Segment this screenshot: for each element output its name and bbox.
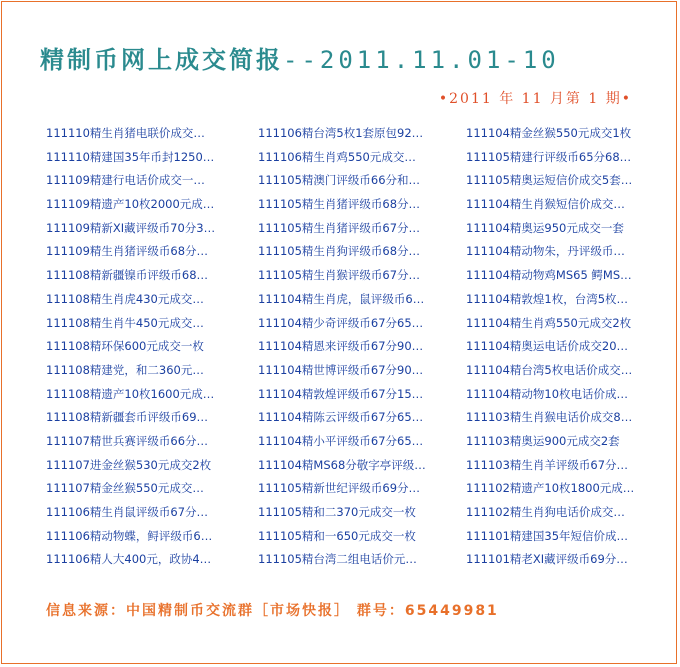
trade-item-link[interactable]: 111103精生肖羊评级币67分…	[466, 457, 629, 472]
trade-item-link[interactable]: 111105精建行评级币65分68…	[466, 149, 632, 164]
trade-item-link[interactable]: 111101精建国35年短信价成…	[466, 528, 629, 543]
trade-item-link[interactable]: 111109精生肖猪评级币68分…	[46, 244, 209, 259]
trade-item-link[interactable]: 111105精奥运短信价成交5套…	[466, 173, 633, 188]
trade-column-3	[466, 122, 634, 572]
trade-item-link[interactable]: 111103精奥运900元成交2套	[466, 433, 620, 448]
trade-item-link[interactable]: 111105精澳门评级币66分和…	[258, 173, 421, 188]
trade-item-link[interactable]: 111104精陈云评级币67分65…	[258, 410, 424, 425]
trade-item-link[interactable]: 111110精生肖猪电联价成交…	[46, 126, 205, 140]
trade-item-link[interactable]: 111104精敦煌评级币67分15…	[258, 386, 424, 401]
trade-item-link[interactable]: 111108精建党，和二360元…	[46, 362, 204, 377]
trade-item-link[interactable]: 111102精遗产10枚1800元成…	[466, 481, 635, 496]
title-text: 精制币网上成交简报	[40, 46, 283, 74]
source-footer: 信息来源：中国精制币交流群［市场快报］ 群号：65449981	[46, 603, 499, 619]
trade-item-link[interactable]: 111106精生肖鼠评级币67分…	[46, 505, 209, 519]
trade-item-link[interactable]: 111101精老XI藏评级币69分…	[466, 552, 628, 567]
trade-item-link[interactable]: 111104精金丝猴550元成交1枚	[466, 126, 632, 140]
trade-item-link[interactable]: 111104精动物朱，丹评级币…	[466, 244, 625, 259]
trade-item-link[interactable]: 111104精生肖猴短信价成交…	[466, 197, 625, 212]
trade-item-link[interactable]: 111108精生肖虎430元成交…	[46, 291, 204, 306]
trade-item-link[interactable]: 111105精生肖狗评级币68分…	[258, 244, 421, 259]
trade-item-link[interactable]: 111104精奥运950元成交一套	[466, 220, 624, 235]
trade-item-link[interactable]: 111107精世兵赛评级币66分…	[46, 433, 209, 448]
bulletin-frame	[1, 1, 677, 664]
title-date-range: --2011.11.01-10	[283, 46, 560, 74]
trade-item-link[interactable]: 111107进金丝猴530元成交2枚	[46, 457, 212, 472]
trade-item-link[interactable]: 111103精生肖猴电话价成交8…	[466, 410, 633, 425]
trade-list	[46, 122, 646, 582]
trade-item-link[interactable]: 111104精小平评级币67分65…	[258, 433, 424, 448]
trade-item-link[interactable]: 111105精生肖猴评级币67分…	[258, 268, 421, 283]
trade-item-link[interactable]: 111108精遗产10枚1600元成…	[46, 386, 215, 401]
trade-item-link[interactable]: 111105精和二370元成交一枚	[258, 505, 416, 519]
trade-item-link[interactable]: 111105精台湾二组电话价元…	[258, 552, 417, 567]
trade-item-link[interactable]: 111105精和一650元成交一枚	[258, 528, 416, 543]
trade-item-link[interactable]: 111104精MS68分敬字亭评级…	[258, 457, 426, 472]
trade-column-1	[46, 122, 215, 572]
trade-item-link[interactable]: 111104精少奇评级币67分65…	[258, 315, 424, 330]
trade-item-link[interactable]: 111104精恩来评级币67分90…	[258, 339, 424, 354]
trade-item-link[interactable]: 111108精新疆套币评级币69…	[46, 410, 209, 425]
trade-item-link[interactable]: 111106精人大400元，政协4…	[46, 552, 212, 567]
trade-column-2	[258, 122, 426, 572]
trade-item-link[interactable]: 111104精奥运电话价成交20…	[466, 339, 629, 354]
trade-item-link[interactable]: 111108精生肖牛450元成交…	[46, 315, 204, 330]
trade-item-link[interactable]: 111108精环保600元成交一枚	[46, 339, 204, 354]
trade-item-link[interactable]: 111105精新世纪评级币69分…	[258, 481, 421, 496]
issue-label: •2011 年 11 月第 1 期•	[438, 91, 632, 107]
trade-item-link[interactable]: 111102精生肖狗电话价成交…	[466, 505, 625, 519]
trade-item-link[interactable]: 111104精生肖虎，鼠评级币6…	[258, 291, 425, 306]
trade-item-link[interactable]: 111104精动物10枚电话价成…	[466, 386, 629, 401]
trade-item-link[interactable]: 111104精动物鸡MS65 鳄MS…	[466, 268, 632, 283]
trade-item-link[interactable]: 111105精生肖猪评级币67分…	[258, 220, 421, 235]
trade-item-link[interactable]: 111106精台湾5枚1套原包92…	[258, 126, 424, 140]
trade-item-link[interactable]: 111109精遗产10枚2000元成…	[46, 197, 215, 212]
trade-item-link[interactable]: 111109精新XI藏评级币70分3…	[46, 220, 216, 235]
trade-item-link[interactable]: 111104精台湾5枚电话价成交…	[466, 362, 633, 377]
trade-item-link[interactable]: 111105精生肖猪评级币68分…	[258, 197, 421, 212]
trade-item-link[interactable]: 111109精建行电话价成交一…	[46, 173, 205, 188]
trade-item-link[interactable]: 111104精敦煌1枚，台湾5枚…	[466, 291, 629, 306]
trade-item-link[interactable]: 111106精动物蝶，鲟评级币6…	[46, 528, 213, 543]
trade-item-link[interactable]: 111104精世博评级币67分90…	[258, 362, 424, 377]
trade-item-link[interactable]: 111108精新疆镍币评级币68…	[46, 268, 209, 283]
trade-item-link[interactable]: 111106精生肖鸡550元成交…	[258, 149, 416, 164]
trade-item-link[interactable]: 111107精金丝猴550元成交…	[46, 481, 204, 496]
page-title	[40, 40, 560, 75]
trade-item-link[interactable]: 111110精建国35年币封1250…	[46, 149, 215, 164]
trade-item-link[interactable]: 111104精生肖鸡550元成交2枚	[466, 315, 632, 330]
